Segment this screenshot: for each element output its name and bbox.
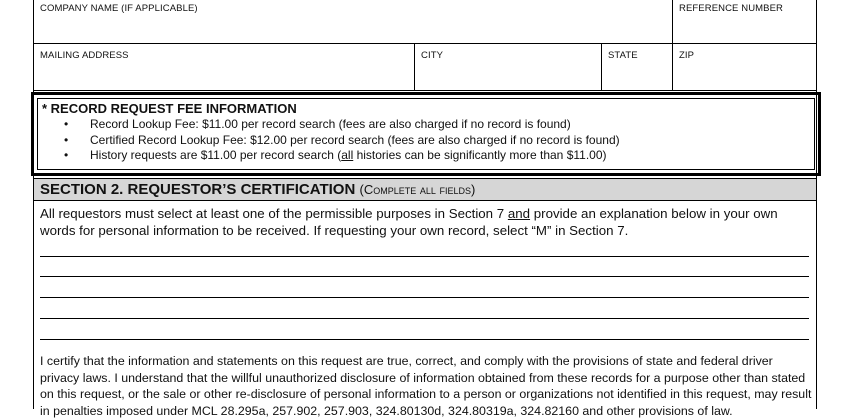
certification-statement: I certify that the information and statements on this request are true, correct, and comply with the provisions of state and federal driver privacy laws. I understand that the willful unauthorized disclosure of information obtained from these records for a purpose other than stated on this request, or the sale or other re-disclosure of personal information to a person or organizations not identified in this request, may result in penalties imposed under MCL 28.295a, 257.902, 257.903, 324.80130d, 324.80319a, 324.82160 and other provisions of law. xyxy=(40,354,812,418)
section-2-instructions: All requestors must select at least one of the permissible purposes in Section 7 and provide an explanation below in your own words for personal information to be received. If requesting your own record, select “M” in Section 7. xyxy=(40,206,778,238)
zip-cell[interactable] xyxy=(672,43,817,91)
city-label: CITY xyxy=(421,50,444,61)
mailing-address-label: MAILING ADDRESS xyxy=(40,50,129,61)
section-2-header xyxy=(33,178,817,201)
fee-item-record-lookup: • Record Lookup Fee: $11.00 per record search (fees are also charged if no record is found) xyxy=(64,117,571,131)
explanation-line-4[interactable] xyxy=(40,318,809,319)
company-name-label: COMPANY NAME (IF APPLICABLE) xyxy=(40,3,198,14)
fee-item-certified-lookup: • Certified Record Lookup Fee: $12.00 per record search (fees are also charged if no record is found) xyxy=(64,132,620,147)
city-cell[interactable] xyxy=(414,43,602,91)
reference-number-cell[interactable] xyxy=(672,0,817,44)
fee-information-box xyxy=(31,92,821,176)
bullet-icon: • xyxy=(64,132,69,147)
section-2-title: SECTION 2. REQUESTOR’S CERTIFICATION (Complete all fields) xyxy=(40,181,476,198)
explanation-line-1[interactable] xyxy=(40,256,809,257)
company-name-cell[interactable] xyxy=(33,0,673,44)
fee-information-title: * RECORD REQUEST FEE INFORMATION xyxy=(42,101,297,116)
state-cell[interactable] xyxy=(601,43,673,91)
zip-label: ZIP xyxy=(679,50,695,61)
state-label: STATE xyxy=(608,50,638,61)
bullet-icon: • xyxy=(64,117,69,131)
mailing-address-cell[interactable] xyxy=(33,43,415,91)
section-2-subtitle: (Complete all fields) xyxy=(359,182,476,197)
explanation-line-5[interactable] xyxy=(40,339,809,340)
reference-number-label: REFERENCE NUMBER xyxy=(679,3,783,14)
explanation-line-3[interactable] xyxy=(40,297,809,298)
fee-item-history: • History requests are $11.00 per record search (all histories can be significantly more than $11.00) xyxy=(64,148,607,162)
explanation-line-2[interactable] xyxy=(40,276,809,277)
fee-list xyxy=(64,117,620,164)
bullet-icon: • xyxy=(64,148,69,162)
